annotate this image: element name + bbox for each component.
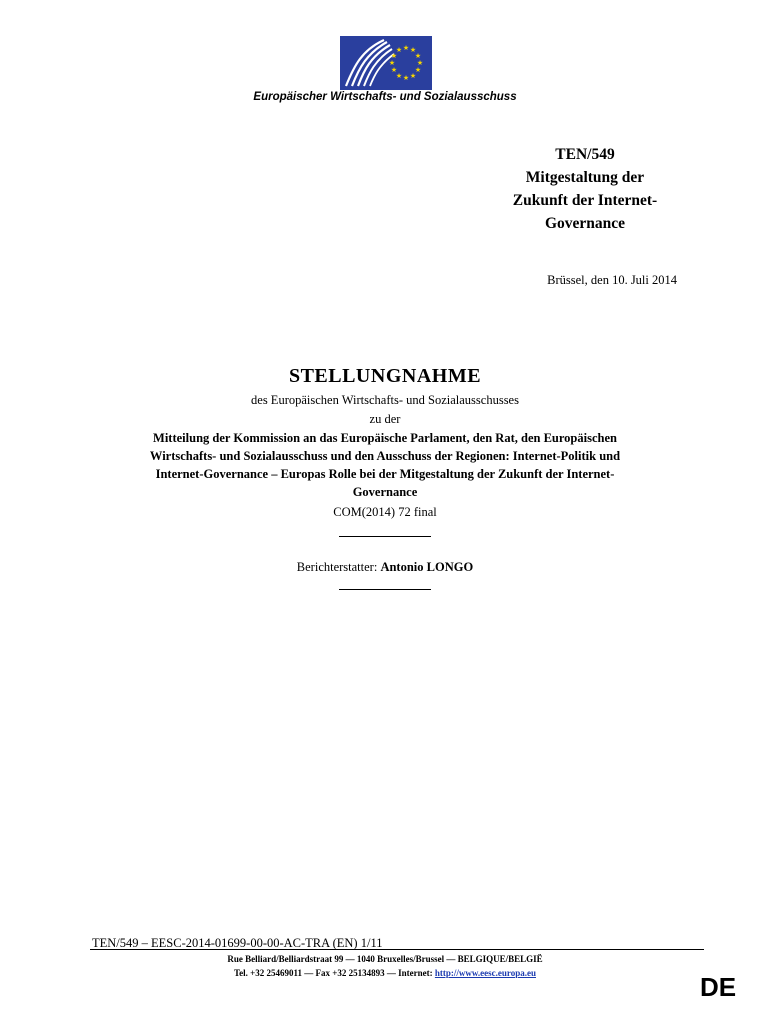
subject-line: Mitteilung der Kommission an das Europäische Parlament, den Rat, den Europäischen	[153, 431, 617, 445]
website-link[interactable]: http://www.eesc.europa.eu	[434, 968, 536, 978]
eesc-logo	[340, 36, 432, 90]
separator-rule	[339, 589, 431, 590]
reference-title-line: Mitgestaltung der	[525, 169, 645, 186]
organization-name: Europäischer Wirtschafts- und Sozialausschuss	[253, 91, 517, 103]
reference-title-line: Zukunft der Internet-	[512, 192, 658, 209]
com-number: COM(2014) 72 final	[333, 505, 437, 519]
subject-line: Wirtschafts- und Sozialausschuss und den Ausschuss der Regionen: Internet-Politik und	[149, 449, 621, 463]
svg-text:★: ★	[390, 66, 398, 74]
subject-line: Governance	[352, 485, 418, 499]
svg-text:★: ★	[409, 46, 417, 54]
rapporteur-label: Berichterstatter:	[296, 560, 381, 574]
svg-text:★: ★	[395, 46, 403, 54]
language-code: DE	[700, 972, 737, 1002]
svg-text:★: ★	[390, 52, 398, 60]
subject-block	[100, 429, 670, 501]
svg-text:★: ★	[402, 44, 410, 52]
separator	[100, 524, 670, 542]
page-title: STELLUNGNAHME	[288, 365, 482, 387]
rapporteur-name: Antonio LONGO	[380, 560, 474, 574]
svg-text:★: ★	[416, 59, 424, 67]
reference-code: TEN/549	[555, 146, 615, 163]
reference-title-line: Governance	[544, 215, 626, 232]
footer-contact-text: Tel. +32 25469011 — Fax +32 25134893 — Internet:	[233, 968, 435, 978]
rapporteur	[100, 558, 670, 576]
footer-document-reference: TEN/549 – EESC-2014-01699-00-00-AC-TRA (EN) 1/11	[92, 936, 383, 950]
document-reference	[490, 143, 680, 235]
footer-divider	[90, 949, 704, 950]
footer-address: Rue Belliard/Belliardstraat 99 — 1040 Bruxelles/Brussel — BELGIQUE/BELGIË	[227, 954, 543, 964]
svg-text:★: ★	[388, 59, 396, 67]
separator-rule	[339, 536, 431, 537]
issuer-line: des Europäischen Wirtschafts- und Sozialausschusses	[251, 393, 519, 407]
document-date: Brüssel, den 10. Juli 2014	[547, 273, 677, 287]
subject-line: Internet-Governance – Europas Rolle bei der Mitgestaltung der Zukunft der Internet-	[155, 467, 615, 481]
eu-flag-stars-icon	[340, 36, 432, 90]
svg-text:★: ★	[414, 52, 422, 60]
svg-text:★: ★	[395, 72, 403, 80]
svg-text:★: ★	[414, 66, 422, 74]
separator	[100, 577, 670, 595]
footer-contact	[0, 968, 770, 978]
to-line: zu der	[369, 412, 401, 426]
svg-text:★: ★	[409, 72, 417, 80]
svg-text:★: ★	[402, 74, 410, 82]
